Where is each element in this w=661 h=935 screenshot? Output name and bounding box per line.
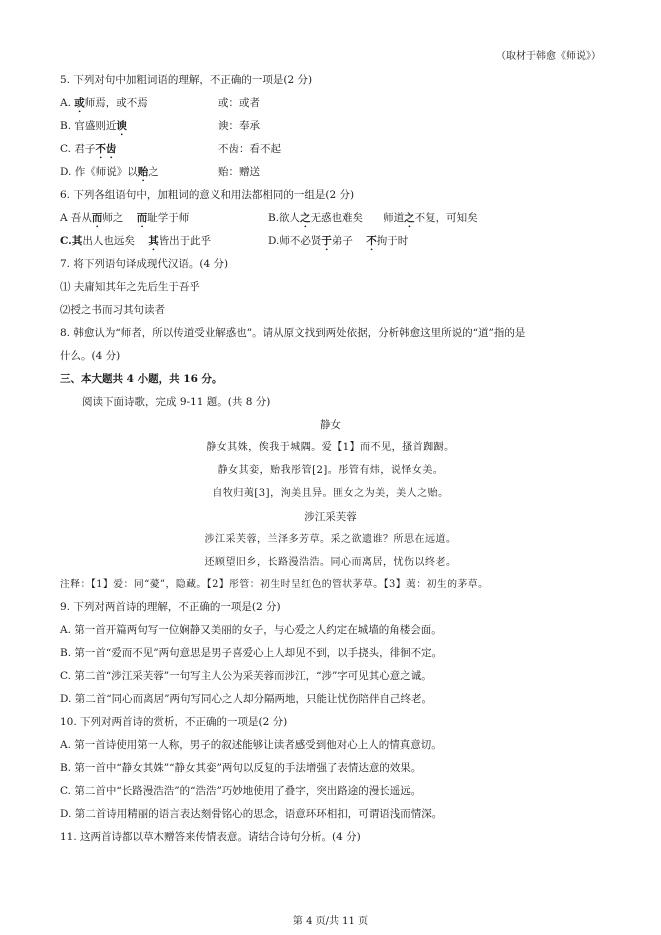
- q6-option-c: C.其出人也远矣 其皆出于此乎: [60, 235, 212, 247]
- q7-stem: 7. 将下列语句译成现代汉语。(4 分): [60, 258, 229, 270]
- q10-option-d: D. 第二首诗用精丽的语言表达刻骨铭心的思念，语意环环相扣，可谓语浅而情深。: [60, 808, 443, 820]
- poem2-line1: 涉江采芙蓉，兰泽多芳草。采之欲遗谁？所思在远道。: [204, 534, 457, 545]
- q10-option-b: B. 第一首中“静女其姝”“静女其娈”两句以反复的手法增强了表情达意的效果。: [60, 762, 422, 774]
- poem-notes: 注释：【1】爱：同“薆”，隐藏。【2】彤管：初生时呈红色的管状茅草。【3】荑：初生的茅草。: [60, 579, 489, 590]
- poem2-line2: 还顾望旧乡，长路漫浩浩。同心而离居，忧伤以终老。: [204, 557, 457, 568]
- q5-option-d-gloss: 贻：赠送: [218, 166, 260, 178]
- poem1-title: 静女: [320, 419, 341, 431]
- q5-stem: 5. 下列对句中加粗词语的理解，不正确的一项是(2 分): [60, 74, 313, 86]
- section-3-intro: 阅读下面诗歌，完成 9-11 题。(共 8 分): [82, 396, 271, 408]
- q8-stem-line1: 8. 韩愈认为“师者，所以传道受业解惑也”。请从原文找到两处依据，分析韩愈这里所说的“道”指的是: [60, 327, 526, 339]
- q6-stem: 6. 下列各组语句中，加粗词的意义和用法都相同的一组是(2 分): [60, 189, 355, 201]
- q9-stem: 9. 下列对两首诗的理解，不正确的一项是(2 分): [60, 601, 281, 613]
- poem1-line2: 静女其娈，贻我彤管[2]。彤管有炜，说怿女美。: [217, 465, 444, 476]
- section-3-title: 三、本大题共 4 小题，共 16 分。: [60, 373, 223, 385]
- q5-option-c: C. 君子不齿: [60, 143, 117, 155]
- poem2-title: 涉江采芙蓉: [304, 511, 357, 523]
- source-citation: （取材于韩愈《师说》）: [496, 51, 601, 62]
- q6-option-a: A 吾从而师之 而耻学于师: [60, 212, 190, 224]
- q9-option-d: D. 第二首“同心而离居”两句写同心之人却分隔两地，只能让忧伤陪伴自己终老。: [60, 693, 432, 705]
- q6-option-b: B.欲人之无惑也难矣 师道之不复，可知矣: [268, 212, 478, 224]
- q5-option-c-gloss: 不齿：看不起: [218, 143, 281, 155]
- q11-stem: 11. 这两首诗都以草木赠答来传情表意。请结合诗句分析。(4 分): [60, 831, 361, 843]
- poem1-line1: 静女其姝，俟我于城隅。爱【1】而不见，搔首踟蹰。: [206, 442, 455, 453]
- q7-sentence-2: ⑵授之书而习其句读者: [60, 304, 165, 316]
- q5-option-a: A. 或师焉，或不焉: [60, 97, 148, 109]
- q6-option-d: D.师不必贤于弟子 不拘于时: [268, 235, 409, 247]
- q10-option-a: A. 第一首诗使用第一人称，男子的叙述能够让读者感受到他对心上人的情真意切。: [60, 739, 442, 751]
- q5-option-b-gloss: 谀：奉承: [218, 120, 260, 132]
- page-footer: 第 4 页/共 11 页: [292, 916, 369, 927]
- q8-stem-line2: 什么。(4 分): [60, 350, 121, 362]
- q5-option-a-gloss: 或：或者: [218, 97, 260, 109]
- q5-option-d: D. 作《师说》以贻之: [60, 166, 159, 178]
- q9-option-b: B. 第一首“爱而不见”两句意思是男子喜爱心上人却见不到，以手挠头，徘徊不定。: [60, 647, 443, 659]
- q7-sentence-1: ⑴ 夫庸知其年之先后生于吾乎: [60, 281, 200, 293]
- q9-option-c: C. 第二首“涉江采芙蓉”一句写主人公为采芙蓉而涉江，“涉”字可见其心意之诚。: [60, 670, 432, 682]
- q9-option-a: A. 第一首开篇两句写一位娴静又美丽的女子，与心爱之人约定在城墙的角楼会面。: [60, 624, 442, 636]
- q10-option-c: C. 第二首中“长路漫浩浩”的“浩浩”巧妙地使用了叠字，突出路途的漫长遥远。: [60, 785, 422, 797]
- poem1-line3: 自牧归荑[3]，洵美且异。匪女之为美，美人之贻。: [212, 488, 449, 499]
- q10-stem: 10. 下列对两首诗的赏析，不正确的一项是(2 分): [60, 716, 288, 728]
- q5-option-b: B. 官盛则近谀: [60, 120, 127, 132]
